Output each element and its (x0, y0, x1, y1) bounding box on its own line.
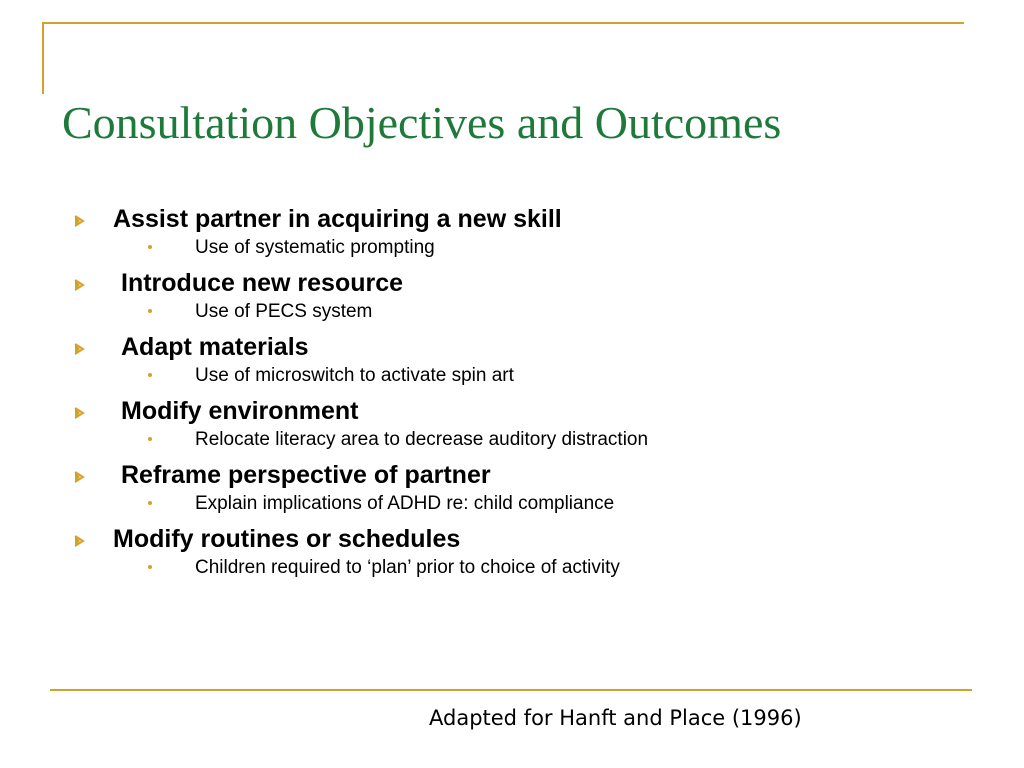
list-item (0, 328, 1024, 392)
dot-bullet-icon (148, 437, 152, 441)
citation: Adapted for Hanft and Place (1996) (429, 706, 802, 730)
arrow-bullet-icon (72, 278, 86, 292)
item-heading: Introduce new resource (121, 269, 404, 297)
item-subpoint: Use of microswitch to activate spin art (195, 365, 514, 386)
item-heading: Modify environment (121, 397, 359, 425)
list-item (0, 392, 1024, 456)
dot-bullet-icon (148, 565, 152, 569)
top-frame-line (42, 22, 964, 24)
arrow-bullet-icon (72, 214, 86, 228)
arrow-bullet-icon (72, 534, 86, 548)
item-subpoint: Children required to ‘plan’ prior to choice of activity (195, 557, 620, 578)
list-item (0, 200, 1024, 264)
dot-bullet-icon (148, 245, 152, 249)
list-item (0, 456, 1024, 520)
arrow-bullet-icon (72, 406, 86, 420)
item-subpoint: Relocate literacy area to decrease auditory distraction (195, 429, 649, 450)
arrow-bullet-icon (72, 470, 86, 484)
dot-bullet-icon (148, 373, 152, 377)
item-subpoint: Use of PECS system (195, 301, 373, 322)
item-heading: Adapt materials (121, 333, 309, 361)
item-subpoint: Use of systematic prompting (195, 237, 435, 258)
item-heading: Modify routines or schedules (113, 525, 461, 553)
list-item (0, 264, 1024, 328)
bottom-rule-line (50, 689, 972, 691)
item-heading: Reframe perspective of partner (121, 461, 491, 489)
bullet-list (0, 200, 1024, 584)
left-frame-line (42, 22, 44, 94)
dot-bullet-icon (148, 501, 152, 505)
item-heading: Assist partner in acquiring a new skill (113, 205, 562, 233)
item-subpoint: Explain implications of ADHD re: child compliance (195, 493, 615, 514)
arrow-bullet-icon (72, 342, 86, 356)
dot-bullet-icon (148, 309, 152, 313)
list-item (0, 520, 1024, 584)
slide-title: Consultation Objectives and Outcomes (62, 97, 782, 148)
